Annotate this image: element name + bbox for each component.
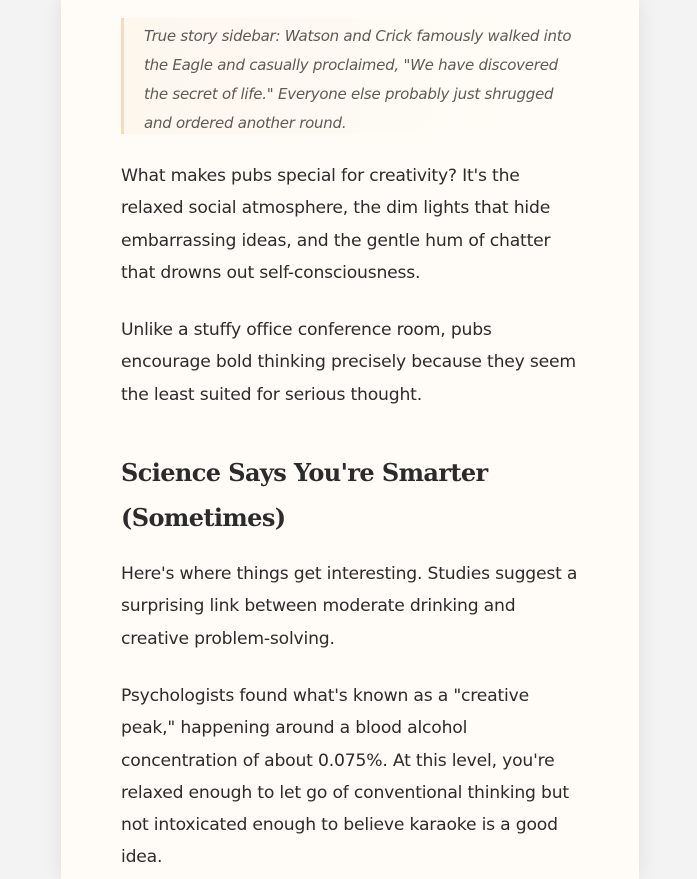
paragraph-creative-peak: Psychologists found what's known as a "creative peak," happening around a blood alcohol concentration of about 0.075%. At this level, you're relaxed enough to let go of conventional thinking but not intoxicated enough to believe karaoke is a good idea.: [121, 686, 569, 868]
sidebar-quote: True story sidebar: Watson and Crick famously walked into the Eagle and casually proclaimed, "We have discovered the secret of life." Everyone else probably just shrugged and ordered another round.: [121, 18, 579, 134]
section-heading: Science Says You're Smarter (Sometimes): [121, 458, 488, 532]
paragraph-pub-creativity: What makes pubs special for creativity? It's the relaxed social atmosphere, the dim lights that hide embarrassing ideas, and the gentle hum of chatter that drowns out self-consciousness.: [121, 166, 551, 283]
paragraph-studies: Here's where things get interesting. Studies suggest a surprising link between moderate drinking and creative problem-solving.: [121, 564, 578, 649]
paragraph-office-comparison: Unlike a stuffy office conference room, pubs encourage bold thinking precisely because they seem the least suited for serious thought.: [121, 320, 576, 405]
article-page: [61, 0, 639, 879]
